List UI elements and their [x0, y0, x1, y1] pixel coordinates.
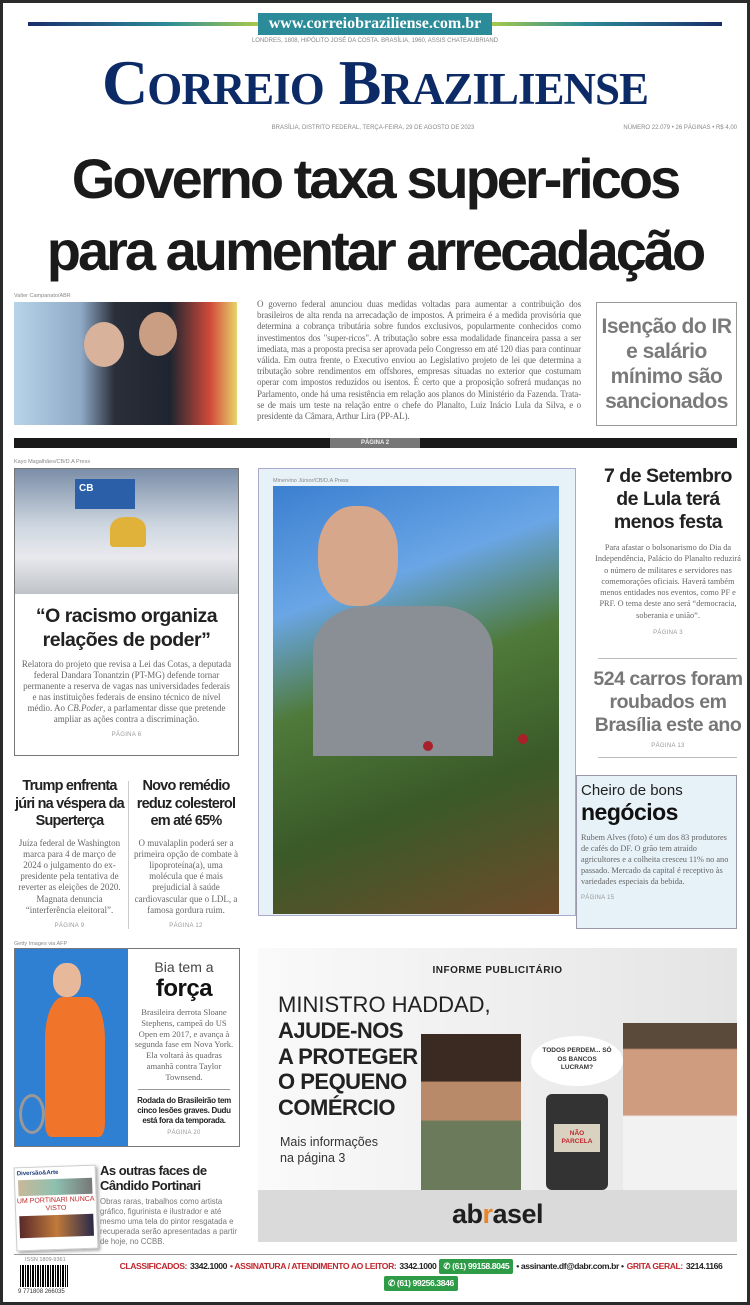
tennis-body: Brasileira derrota Sloane Stephens, campeã do US Open em 2017, e avança à segunda fase em Nova York. Ela voltará às quadras amanhã contra Taylor Townsend.: [134, 1007, 234, 1082]
coffee-headline: negócios: [581, 799, 678, 825]
thumb-painting: [19, 1214, 94, 1239]
dateline: BRASÍLIA, DISTRITO FEDERAL, TERÇA-FEIRA, 29 DE AGOSTO DE 2023: [271, 125, 475, 131]
edition-info: NÚMERO 22.079 • 26 PÁGINAS • R$ 4,00: [623, 125, 737, 131]
abrasel-logo: abrasel: [451, 1199, 544, 1229]
divider: [598, 658, 737, 659]
story-headline: Trump enfrenta júri na véspera da Superterça: [15, 778, 124, 829]
lead-headline-line1[interactable]: Governo taxa super-ricos: [71, 147, 679, 210]
sidebar-headline: Isenção do IR e salário mínimo são sancionados: [601, 315, 732, 413]
lead-headline-line2[interactable]: para aumentar arrecadação: [46, 219, 704, 282]
farmer-head: [318, 506, 398, 606]
lead-photo[interactable]: [14, 302, 237, 425]
speech-bubble: TODOS PERDEM... SÓ OS BANCOS LUCRAM?: [531, 1036, 623, 1086]
ad-woman-image: [421, 1034, 521, 1190]
interview-headline: “O racismo organiza relações de poder”: [35, 605, 218, 651]
assinatura-phone[interactable]: 3342.1000: [399, 1261, 437, 1271]
portinari-story[interactable]: [100, 1163, 245, 1247]
player-head: [53, 963, 81, 997]
studio-screen: CB: [75, 479, 135, 509]
founders-line: LONDRES, 1808, HIPÓLITO JOSÉ DA COSTA. BRASÍLIA, 1960, ASSIS CHATEAUBRIAND: [251, 38, 499, 44]
newspaper-front-page: [3, 3, 747, 1302]
column-divider: [128, 781, 129, 929]
page-ref: PÁGINA 9: [54, 922, 85, 929]
page-ref[interactable]: PÁGINA 6: [111, 732, 142, 738]
ad-headline: MINISTRO HADDAD,: [278, 992, 491, 1017]
coffee-kicker: Cheiro de bons: [581, 782, 683, 799]
trump-story[interactable]: [14, 778, 125, 930]
barcode: [20, 1265, 68, 1287]
page-ref: PÁGINA 20: [167, 1130, 201, 1137]
remedio-story[interactable]: [133, 778, 239, 930]
studio-photo: [15, 469, 238, 594]
carros-story[interactable]: [593, 668, 743, 750]
divider: [598, 757, 737, 758]
website-url[interactable]: www.correiobraziliense.com.br: [258, 13, 492, 35]
person-head: [84, 322, 124, 367]
advertisement[interactable]: [258, 948, 737, 1242]
ad-more-info: Mais informações na página 3: [280, 1135, 378, 1165]
contact-bar: CLASSIFICADOS: 3342.1000 • ASSINATURA / ATENDIMENTO AO LEITOR: 3342.1000 ✆ (61) 99158.8045 • assinante.df@dabr.com.br • GRITA GERAL: 3214.1166 ✆ (61) 99256.3846: [103, 1259, 739, 1291]
page-ref: PÁGINA 13: [651, 743, 685, 749]
person-head: [139, 312, 177, 356]
setembro-story[interactable]: [593, 465, 743, 637]
whatsapp-badge-1[interactable]: ✆ (61) 99158.8045: [439, 1259, 513, 1274]
coffee-cherry: [423, 741, 433, 751]
story-headline: Novo remédio reduz colesterol em até 65%: [136, 778, 236, 829]
supplement-thumbnail[interactable]: [14, 1165, 99, 1252]
farmer-shirt: [313, 606, 493, 756]
interviewee: [110, 517, 146, 547]
photo-credit: Getty Images via AFP: [14, 941, 68, 947]
page-ref[interactable]: PÁGINA 2: [330, 438, 420, 448]
issn: ISSN 1809-9361: [25, 1257, 66, 1263]
tennis-player-photo: [15, 949, 128, 1146]
thumb-headline: UM PORTINARI NUNCA VISTO: [16, 1195, 95, 1213]
coffee-feature-box[interactable]: [258, 468, 576, 916]
thumb-section: Diversão&Arte: [16, 1169, 59, 1178]
interview-box[interactable]: [14, 468, 239, 756]
ad-footer: [258, 1190, 737, 1242]
divider: [138, 1089, 230, 1090]
whatsapp-badge-2[interactable]: ✆ (61) 99256.3846: [384, 1276, 458, 1291]
email-link[interactable]: • assinante.df@dabr.com.br •: [516, 1261, 624, 1271]
tennis-text: [130, 959, 238, 1137]
coffee-caption-box[interactable]: [576, 775, 737, 929]
thumb-image: [18, 1178, 93, 1197]
coffee-body: Rubem Alves (foto) é um dos 83 produtores de cafés do DF. O grão tem atraído agricultores e a colheita cresceu 11% no ano passado. Mercado da capital é receptivo às variedades especiais da bebida.: [581, 833, 729, 886]
photo-credit: Valter Campanato/ABR: [14, 293, 71, 299]
card-terminal: [546, 1094, 608, 1190]
ad-headline-bold: AJUDE-NOS A PROTEGER O PEQUENO COMÉRCIO: [278, 1018, 418, 1120]
decorative-rule: [492, 22, 722, 26]
story-body: Para afastar o bolsonarismo do Dia da Independência, Palácio do Planalto reduzirá o número de militares e servidores nas comemorações oficiais. Haverá também menos entidades nos eventos, como PF e PRF. O tema deste ano será “democracia, soberania e união”.: [595, 543, 741, 620]
decorative-rule: [28, 22, 258, 26]
coffee-farmer-photo: [273, 486, 559, 914]
page-ref: PÁGINA 3: [653, 630, 683, 637]
tennis-subhead: Rodada do Brasileirão tem cinco lesões graves. Dudu está fora da temporada.: [137, 1095, 231, 1125]
ad-label: INFORME PUBLICITÁRIO: [432, 965, 563, 976]
lead-body: O governo federal anunciou duas medidas voltadas para aumentar a contribuição dos brasileiros de alta renda na arrecadação de impostos. A primeira é a medida provisória que determina a cobrança tributária sobre fundos exclusivos, popularmente conhecidos como investimentos dos "super-ricos". A tributação sobre essa modalidade financeira passa a ser imediata, mas a proposta precisa ser aprovada pelo Congresso em até 120 dias para continuar válida. Em outra frente, o Executivo enviou ao Legislativo projeto de lei que determina a tributação sobre rendimentos em offshores, empresas situadas no exterior que costumam operar com impostos reduzidos ou isentos. É certo que a proposição sofrerá mudanças no Parlamento, onde há uma resistência em relação aos planos do Ministério da Fazenda. Trata-se de mais um teste na relação entre o chefe do Planalto, Luiz Inácio Lula da Silva, e o presidente da Câmara, Arthur Lira (PP-AL).: [257, 299, 581, 422]
story-body: O muvalaplin poderá ser a primeira opção de combate à lipoproteína(a), uma molécula que é mais prejudicial à saúde cardiovascular que o LDL, a famosa gordura ruim.: [134, 837, 238, 915]
story-headline: As outras faces de Cândido Portinari: [100, 1163, 207, 1193]
story-body: Juíza federal de Washington marca para 4 de março de 2024 o julgamento do ex-presidente pela tentativa de reverter as eleições de 2020. Magnata denuncia “interferência eleitoral”.: [18, 837, 121, 915]
ad-man-image: [623, 1023, 737, 1190]
barcode-number: 9 771808 266035: [18, 1289, 65, 1295]
player-dress: [45, 997, 105, 1137]
story-headline: 7 de Setembro de Lula terá menos festa: [604, 465, 732, 533]
story-headline: 524 carros foram roubados em Brasília este ano: [593, 668, 743, 736]
classificados-phone[interactable]: 3342.1000: [190, 1261, 228, 1271]
page-ref-bar: [14, 438, 737, 448]
terminal-screen: NÃO PARCELA: [554, 1124, 600, 1152]
footer-rule: [14, 1254, 737, 1255]
tennis-kicker: Bia tem a: [154, 959, 214, 975]
photo-credit: Minervino Júnior/CB/D.A Press: [273, 478, 349, 484]
lead-headline[interactable]: [3, 143, 747, 287]
photo-credit: Kayo Magalhães/CB/D.A Press: [14, 459, 91, 465]
tennis-box[interactable]: [14, 948, 240, 1147]
coffee-cherry: [518, 734, 528, 744]
tennis-racket: [19, 1094, 45, 1134]
story-body: Obras raras, trabalhos como artista gráfico, figurinista e ilustrador e até mesmo uma tela do pintor resgatada e recuperada serão apresentadas a partir de hoje, no CCBB.: [100, 1197, 237, 1246]
tennis-headline: força: [155, 975, 213, 1002]
sidebar-box[interactable]: [596, 302, 737, 426]
page-ref: PÁGINA 12: [169, 922, 203, 929]
grita-phone[interactable]: 3214.1166: [685, 1261, 723, 1271]
masthead-logo: Correio Braziliense: [101, 47, 649, 118]
page-ref: PÁGINA 15: [581, 895, 615, 901]
interview-body: Relatora do projeto que revisa a Lei das Cotas, a deputada federal Dandara Tonantzin (PT-MG) defende tornar permanente a reserva de vagas nas universidades federais e nas instituições federais de ensino técnico de nível médio. Ao CB.Poder, a parlamentar disse que pretende ampliar as ações contra a discriminação.: [21, 659, 232, 724]
